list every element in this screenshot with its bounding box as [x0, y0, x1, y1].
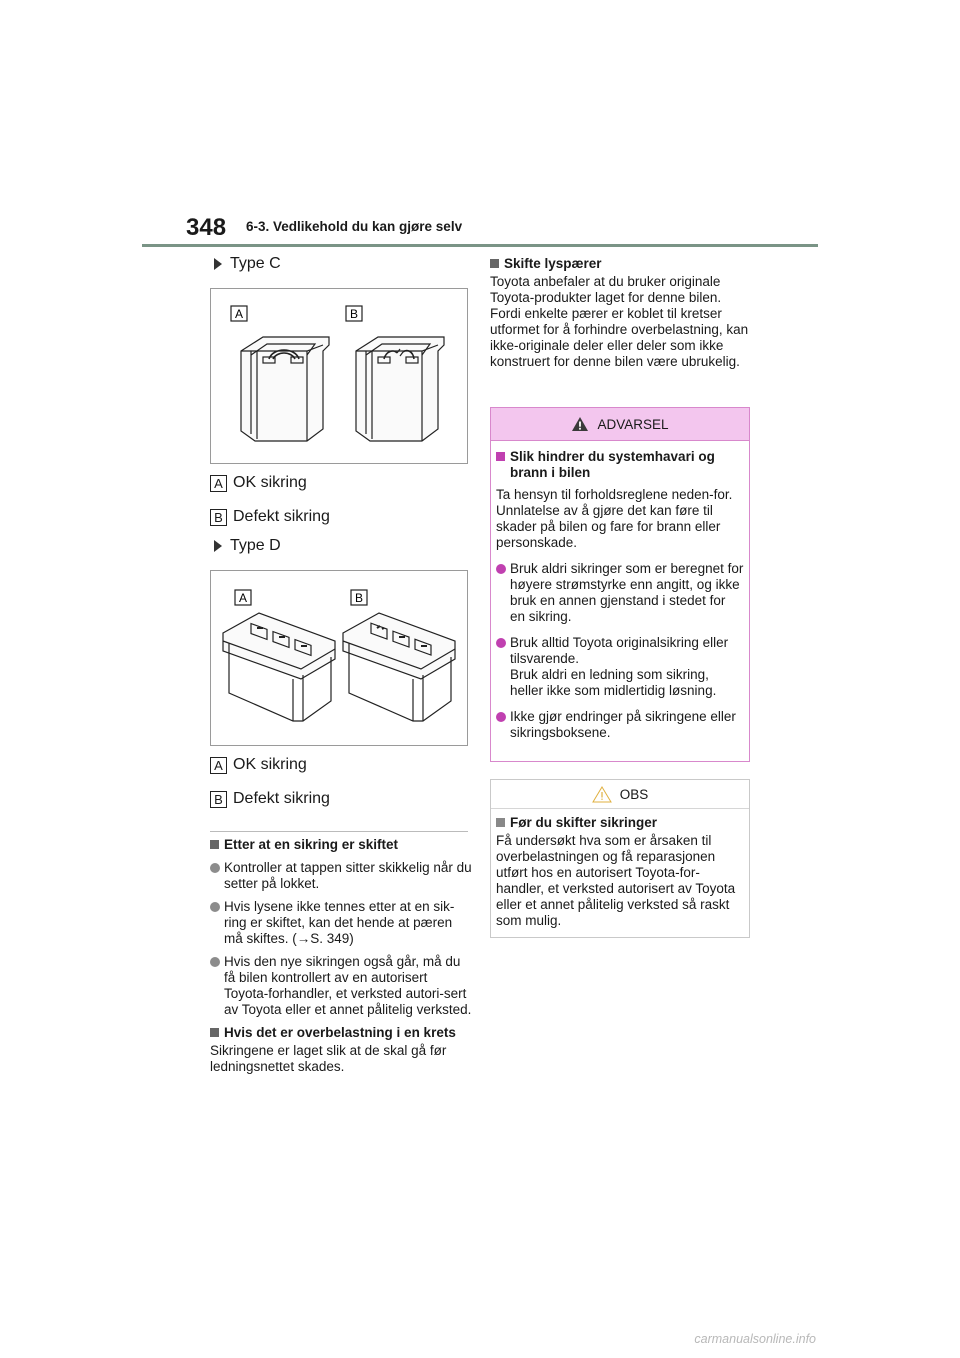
legend-text-defect: Defekt sikring: [233, 790, 330, 807]
list-item-text: Bruk aldri sikringer som er beregnet for høyere strømstyrke enn angitt, og ikke bruk en annen gjenstand i stedet for en sikring.: [510, 561, 744, 624]
bullet-dot-icon: [496, 712, 506, 722]
bulbs-heading-text: Skifte lyspærer: [504, 256, 602, 271]
notice-triangle-icon: [592, 786, 612, 803]
legend-text-ok: OK sikring: [233, 756, 307, 773]
type-d-heading: [214, 537, 281, 555]
figure-label-b: B: [354, 591, 364, 605]
bulbs-text: Toyota anbefaler at du bruker originale Toyota-produkter laget for denne bilen. Fordi enkelte pærer er koblet til kretser utformet for å forhindre overbelastning, kan ikke-originale deler eller deler som ikke konstruert for denne bilen være ubrukelig.: [490, 274, 749, 369]
bullet-dot-icon: [210, 863, 220, 873]
notice-heading: [496, 815, 744, 831]
notice-header: [491, 780, 749, 809]
header-rule: [142, 244, 818, 247]
bullet-dot-icon: [210, 902, 220, 912]
list-item-text: Bruk alltid Toyota originalsikring eller tilsvarende.: [510, 635, 729, 666]
figure-label-a: A: [238, 591, 248, 605]
list-item: [496, 709, 744, 741]
list-item: [496, 561, 744, 625]
legend-key-b: B: [210, 791, 227, 808]
section-title: 6-3. Vedlikehold du kan gjøre selv: [246, 219, 463, 234]
warning-intro-2: Unnlatelse av å gjøre det kan føre til skader på bilen og fare for brann eller personskade.: [496, 503, 721, 550]
list-item-text: Kontroller at tappen sitter skikkelig når du setter på lokket.: [224, 860, 472, 891]
type-c-title: Type C: [230, 255, 281, 272]
list-item: [496, 635, 744, 699]
type-d-legend-b: [210, 790, 330, 808]
warning-heading-text: Slik hindrer du systemhavari og brann i bilen: [510, 449, 715, 480]
square-bullet-icon: [210, 1028, 219, 1037]
fuse-ok-illustration: [223, 613, 335, 721]
square-bullet-icon: [210, 840, 219, 849]
fuse-defect-illustration: [356, 337, 444, 441]
watermark: carmanualsonline.info: [694, 1332, 816, 1346]
list-item: [210, 954, 472, 1018]
bullet-dot-icon: [210, 957, 220, 967]
overload-heading: [210, 1025, 472, 1041]
legend-text-ok: OK sikring: [233, 474, 307, 491]
list-item-text-extra: Bruk aldri en ledning som sikring, heller ikke som midlertidig løsning.: [510, 667, 717, 698]
bulbs-heading: [490, 256, 752, 272]
list-item: [210, 899, 472, 947]
after-replace-section: [210, 837, 472, 1075]
square-bullet-icon: [496, 818, 505, 827]
figure-label-a: A: [234, 307, 244, 321]
legend-text-defect: Defekt sikring: [233, 508, 330, 525]
list-item-text: Ikke gjør endringer på sikringene eller sikringsboksene.: [510, 709, 736, 740]
fuse-ok-illustration: [241, 337, 329, 441]
list-item-text: Hvis den nye sikringen også går, må du få bilen kontrollert av en autorisert Toyota-forhandler, et verksted autori-sert av Toyota eller et annet pålitelig verksted.: [224, 954, 472, 1017]
type-c-legend-b: [210, 508, 330, 526]
bullet-dot-icon: [496, 638, 506, 648]
type-d-fuse-illustration: [211, 571, 467, 745]
triangle-bullet-icon: [214, 258, 222, 270]
notice-box: [490, 779, 750, 938]
bullet-dot-icon: [496, 564, 506, 574]
warning-box: [490, 407, 750, 762]
triangle-bullet-icon: [214, 540, 222, 552]
page-number: 348: [186, 214, 227, 241]
type-d-legend-a: [210, 756, 307, 774]
bulbs-section: [490, 256, 752, 370]
notice-heading-text: Før du skifter sikringer: [510, 815, 658, 830]
legend-key-b: B: [210, 509, 227, 526]
warning-title: ADVARSEL: [597, 416, 669, 432]
after-replace-heading-text: Etter at en sikring er skiftet: [224, 837, 399, 852]
square-bullet-icon: [496, 452, 505, 461]
legend-key-a: A: [210, 757, 227, 774]
section-divider: [210, 831, 468, 832]
notice-title: OBS: [619, 786, 649, 802]
figure-label-b: B: [349, 307, 359, 321]
warning-heading: [496, 449, 744, 481]
list-item: [210, 860, 472, 892]
overload-text: Sikringene er laget slik at de skal gå før ledningsnettet skades.: [210, 1043, 447, 1074]
overload-heading-text: Hvis det er overbelastning i en krets: [224, 1025, 456, 1040]
type-d-title: Type D: [230, 537, 281, 554]
legend-key-a: A: [210, 475, 227, 492]
type-d-figure: [210, 570, 468, 746]
warning-intro: Ta hensyn til forholdsreglene neden-for.: [496, 487, 733, 502]
square-bullet-icon: [490, 259, 499, 268]
type-c-figure: [210, 288, 468, 464]
warning-header: [491, 408, 749, 441]
warning-body: [491, 441, 749, 741]
type-c-legend-a: [210, 474, 307, 492]
type-c-fuse-illustration: [211, 289, 467, 463]
list-item-text: Hvis lysene ikke tennes etter at en sik-ring er skiftet, kan det hende at pæren må skiftes. (→S. 349): [224, 899, 455, 946]
after-replace-heading: [210, 837, 472, 853]
fuse-defect-illustration: [343, 613, 455, 721]
notice-body: [491, 809, 749, 929]
warning-triangle-icon: [571, 416, 589, 432]
notice-text: Få undersøkt hva som er årsaken til overbelastningen og få reparasjonen utført hos en autorisert Toyota-for-handler, et verksted autorisert av Toyota eller et annet pålitelig verksted så raskt som mulig.: [496, 833, 736, 928]
type-c-heading: [214, 255, 281, 273]
